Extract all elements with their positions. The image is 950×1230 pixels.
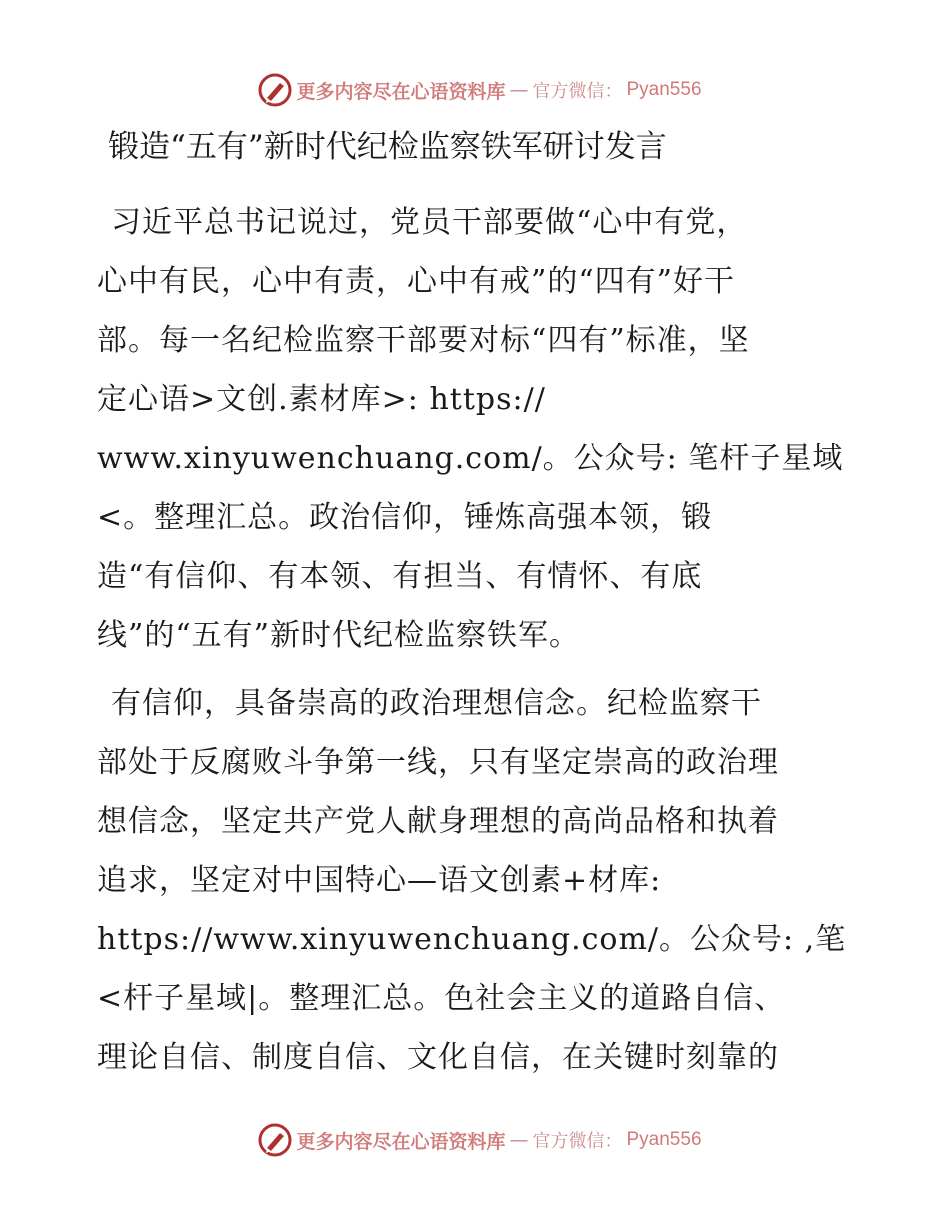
pen-logo-icon	[258, 73, 292, 107]
text-line: 心中有民，心中有责，心中有戒”的“四有”好干	[97, 264, 736, 299]
footer-watermark	[0, 1120, 950, 1160]
text-line: 线”的“五有”新时代纪检监察铁军。	[97, 618, 581, 653]
text-line: 追求，坚定对中国特心—语文创素+材库:	[97, 863, 662, 898]
watermark-wechat-id: Pyan556	[626, 1129, 702, 1150]
document-title: 锻造“五有”新时代纪检监察铁军研讨发言	[108, 129, 667, 165]
watermark-wechat-label: 官方微信：	[532, 1131, 623, 1152]
header-watermark	[0, 70, 950, 110]
text-line: <。整理汇总。政治信仰，锤炼高强本领，锻	[97, 500, 713, 535]
paragraph-1	[97, 193, 857, 665]
text-line: 造“有信仰、有本领、有担当、有情怀、有底	[97, 559, 703, 594]
text-line: 理论自信、制度自信、文化自信，在关键时刻靠的	[97, 1040, 779, 1075]
text-line: 有信仰，具备崇高的政治理想信念。纪检监察干	[111, 686, 762, 721]
text-line: 部处于反腐败斗争第一线，只有坚定崇高的政治理	[97, 745, 779, 780]
paragraph-2	[97, 674, 857, 1087]
text-line: www.xinyuwenchuang.com/。公众号: 笔杆子星域	[97, 441, 844, 476]
watermark-dash: —	[509, 79, 529, 101]
text-line: <杆子星域|。整理汇总。色社会主义的道路自信、	[97, 981, 786, 1016]
watermark-wechat-id: Pyan556	[626, 79, 702, 100]
watermark-wechat-label: 官方微信：	[532, 81, 623, 102]
text-line: 部。每一名纪检监察干部要对标“四有”标准，坚	[97, 323, 750, 358]
text-line: 想信念，坚定共产党人献身理想的高尚品格和执着	[97, 804, 779, 839]
watermark-text: 更多内容尽在心语资料库	[296, 1130, 506, 1153]
text-line: 习近平总书记说过，党员干部要做“心中有党，	[111, 205, 748, 240]
pen-logo-icon	[258, 1123, 292, 1157]
text-line: https://www.xinyuwenchuang.com/。公众号: ,笔	[97, 922, 847, 957]
watermark-text: 更多内容尽在心语资料库	[296, 80, 506, 103]
watermark-dash: —	[509, 1129, 529, 1151]
text-line: 定心语>文创.素材库>: https://	[97, 382, 546, 417]
